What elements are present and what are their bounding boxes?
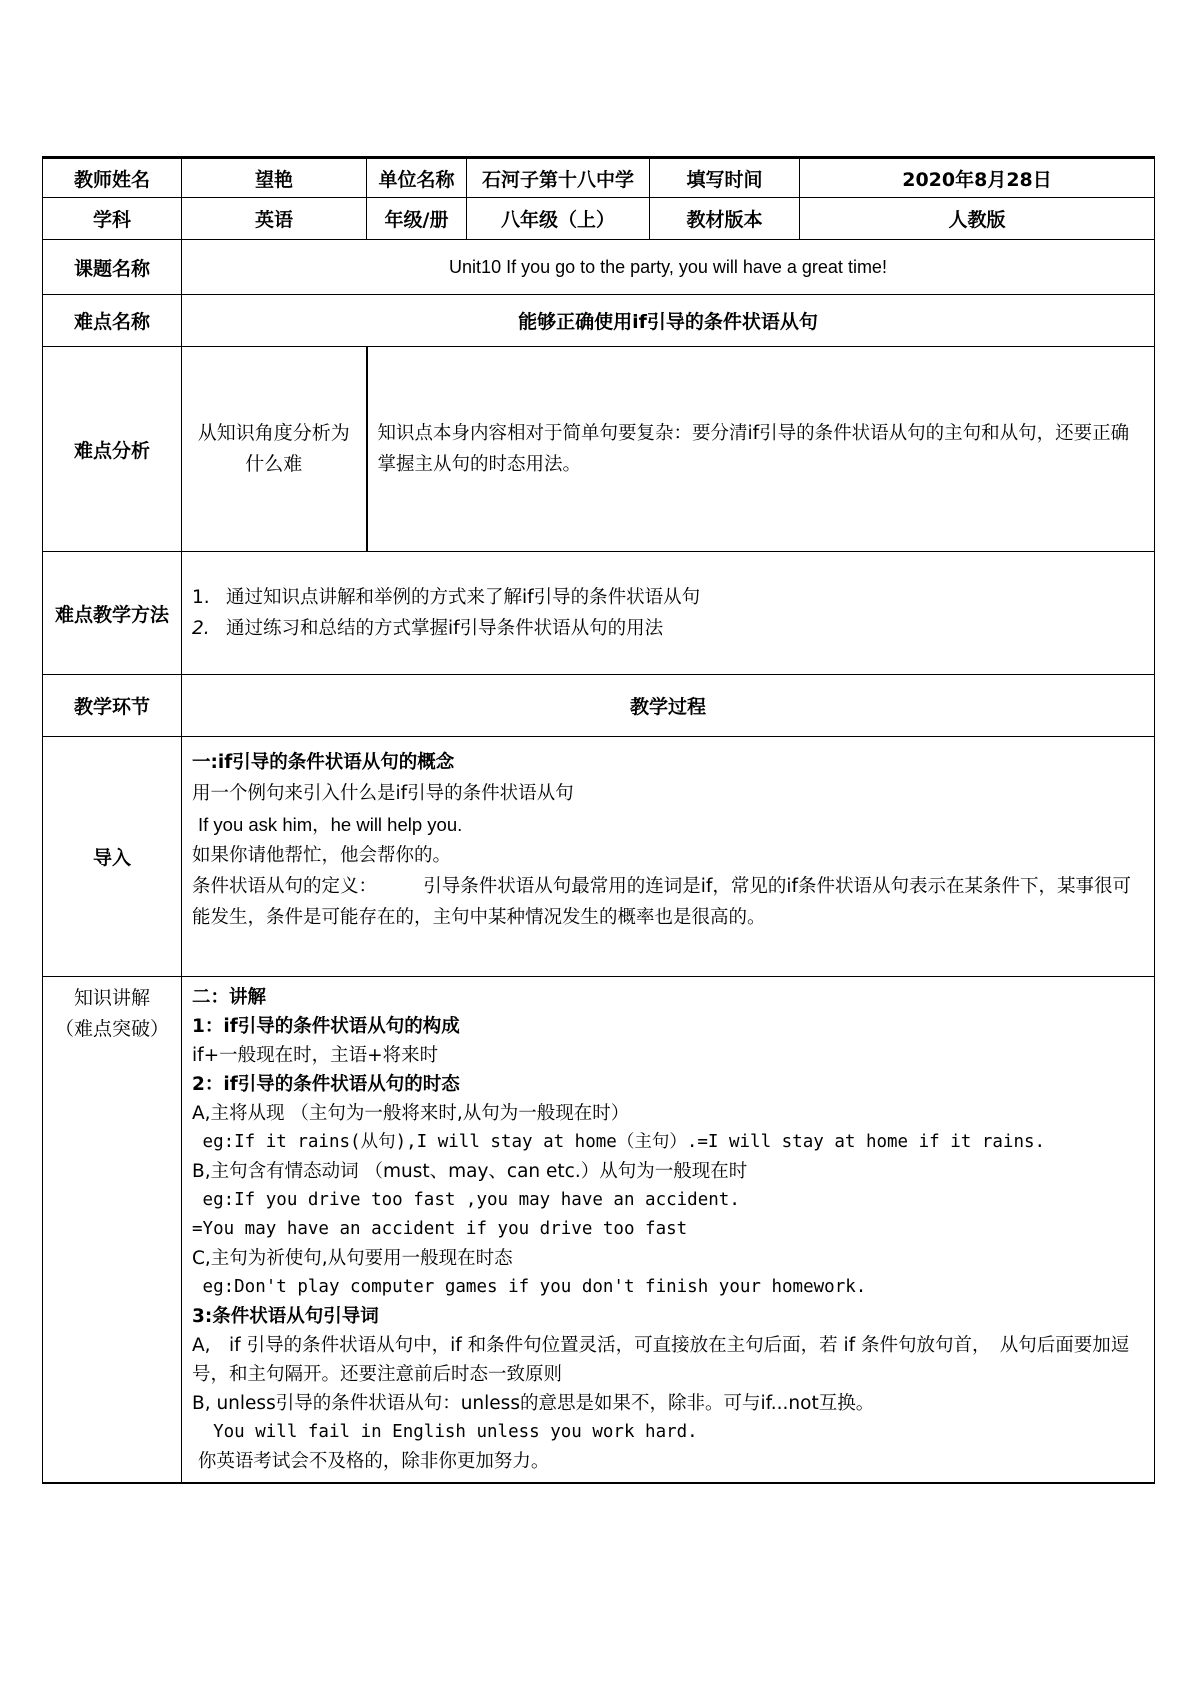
intro-row — [43, 737, 1155, 977]
teacher-value: 望艳 — [182, 158, 367, 198]
knowledge-content — [182, 977, 1155, 1484]
method-item-1-text: 通过知识点讲解和举例的方式来了解if引导的条件状语从句 — [226, 587, 701, 608]
subject-value: 英语 — [182, 198, 367, 240]
knowledge-l3: if+一般现在时，主语+将来时 — [192, 1045, 439, 1066]
knowledge-l9: =You may have an accident if you drive too fast — [192, 1219, 688, 1239]
process-value: 教学过程 — [182, 675, 1155, 737]
teacher-label: 教师姓名 — [43, 158, 182, 198]
process-label: 教学环节 — [43, 675, 182, 737]
knowledge-l16: 你英语考试会不及格的，除非你更加努力。 — [192, 1451, 550, 1472]
analysis-sub-label: 从知识角度分析为什么难 — [182, 347, 367, 552]
edition-value: 人教版 — [800, 198, 1155, 240]
knowledge-l10: C,主句为祈使句,从句要用一般现在时态 — [192, 1248, 513, 1269]
process-row — [43, 675, 1155, 737]
edition-label: 教材版本 — [650, 198, 800, 240]
knowledge-l11: eg:Don't play computer games if you don't finish your homework. — [192, 1277, 867, 1297]
topic-label: 课题名称 — [43, 240, 182, 295]
date-value: 2020年8月28日 — [800, 158, 1155, 198]
method-item-2 — [192, 613, 1144, 644]
knowledge-l2: 1：if引导的条件状语从句的构成 — [192, 1016, 460, 1037]
knowledge-label-cell — [43, 977, 182, 1484]
knowledge-label-1: 知识讲解 — [73, 987, 150, 1009]
knowledge-row — [43, 977, 1155, 1484]
method-item-2-num: 2. — [192, 618, 210, 639]
grade-label: 年级/册 — [367, 198, 467, 240]
knowledge-l1: 二：讲解 — [192, 987, 267, 1008]
lesson-plan-table — [42, 156, 1155, 1484]
intro-heading: 一:if引导的条件状语从句的概念 — [192, 752, 455, 773]
intro-line1: 用一个例句来引入什么是if引导的条件状语从句 — [192, 783, 574, 804]
difficulty-value: 能够正确使用if引导的条件状语从句 — [182, 295, 1155, 347]
unit-label: 单位名称 — [367, 158, 467, 198]
knowledge-l4: 2：if引导的条件状语从句的时态 — [192, 1074, 460, 1095]
knowledge-label-2: （难点突破） — [54, 1018, 169, 1040]
knowledge-l8: eg:If you drive too fast ,you may have an accident. — [192, 1190, 740, 1210]
topic-value: Unit10 If you go to the party, you will have a great time! — [182, 240, 1155, 295]
intro-example-en: If you ask him，he will help you. — [198, 814, 463, 835]
method-list — [182, 552, 1155, 675]
analysis-text: 知识点本身内容相对于简单句要复杂：要分清if引导的条件状语从句的主句和从句，还要正确掌握主从句的时态用法。 — [377, 423, 1130, 475]
knowledge-l6: eg:If it rains(从句),I will stay at home（主句）.=I will stay at home if it rains. — [192, 1132, 1046, 1152]
analysis-text-cell — [367, 347, 1155, 552]
knowledge-l14: B, unless引导的条件状语从句：unless的意思是如果不，除非。可与if...not互换。 — [192, 1393, 875, 1414]
knowledge-l13: A, if 引导的条件状语从句中，if 和条件句位置灵活，可直接放在主句后面，若 if 条件句放句首， 从句后面要加逗号，和主句隔开。还要注意前后时态一致原则 — [192, 1335, 1130, 1385]
analysis-label: 难点分析 — [43, 347, 182, 552]
analysis-row — [43, 347, 1155, 552]
method-row — [43, 552, 1155, 675]
topic-row — [43, 240, 1155, 295]
method-label: 难点教学方法 — [43, 552, 182, 675]
lesson-plan-sheet — [42, 156, 1154, 1484]
method-item-1-num: 1. — [192, 587, 210, 608]
difficulty-row — [43, 295, 1155, 347]
unit-value: 石河子第十八中学 — [467, 158, 650, 198]
intro-label: 导入 — [43, 737, 182, 977]
knowledge-l15: You will fail in English unless you work hard. — [192, 1422, 698, 1442]
info-row-2 — [43, 198, 1155, 240]
knowledge-l12: 3:条件状语从句引导词 — [192, 1306, 379, 1327]
subject-label: 学科 — [43, 198, 182, 240]
date-label: 填写时间 — [650, 158, 800, 198]
info-row-1 — [43, 158, 1155, 198]
knowledge-l7: B,主句含有情态动词 （must、may、can etc.）从句为一般现在时 — [192, 1161, 748, 1182]
knowledge-l5: A,主将从现 （主句为一般将来时,从句为一般现在时） — [192, 1103, 630, 1124]
method-item-2-text: 通过练习和总结的方式掌握if引导条件状语从句的用法 — [226, 618, 664, 639]
intro-content — [182, 737, 1155, 977]
method-item-1 — [192, 582, 1144, 613]
grade-value: 八年级（上） — [467, 198, 650, 240]
difficulty-label: 难点名称 — [43, 295, 182, 347]
intro-example-cn: 如果你请他帮忙，他会帮你的。 — [192, 845, 452, 866]
intro-definition: 条件状语从句的定义： 引导条件状语从句最常用的连词是if，常见的if条件状语从句表示在某条件下，某事很可能发生，条件是可能存在的，主句中某种情况发生的概率也是很高的。 — [192, 876, 1132, 928]
